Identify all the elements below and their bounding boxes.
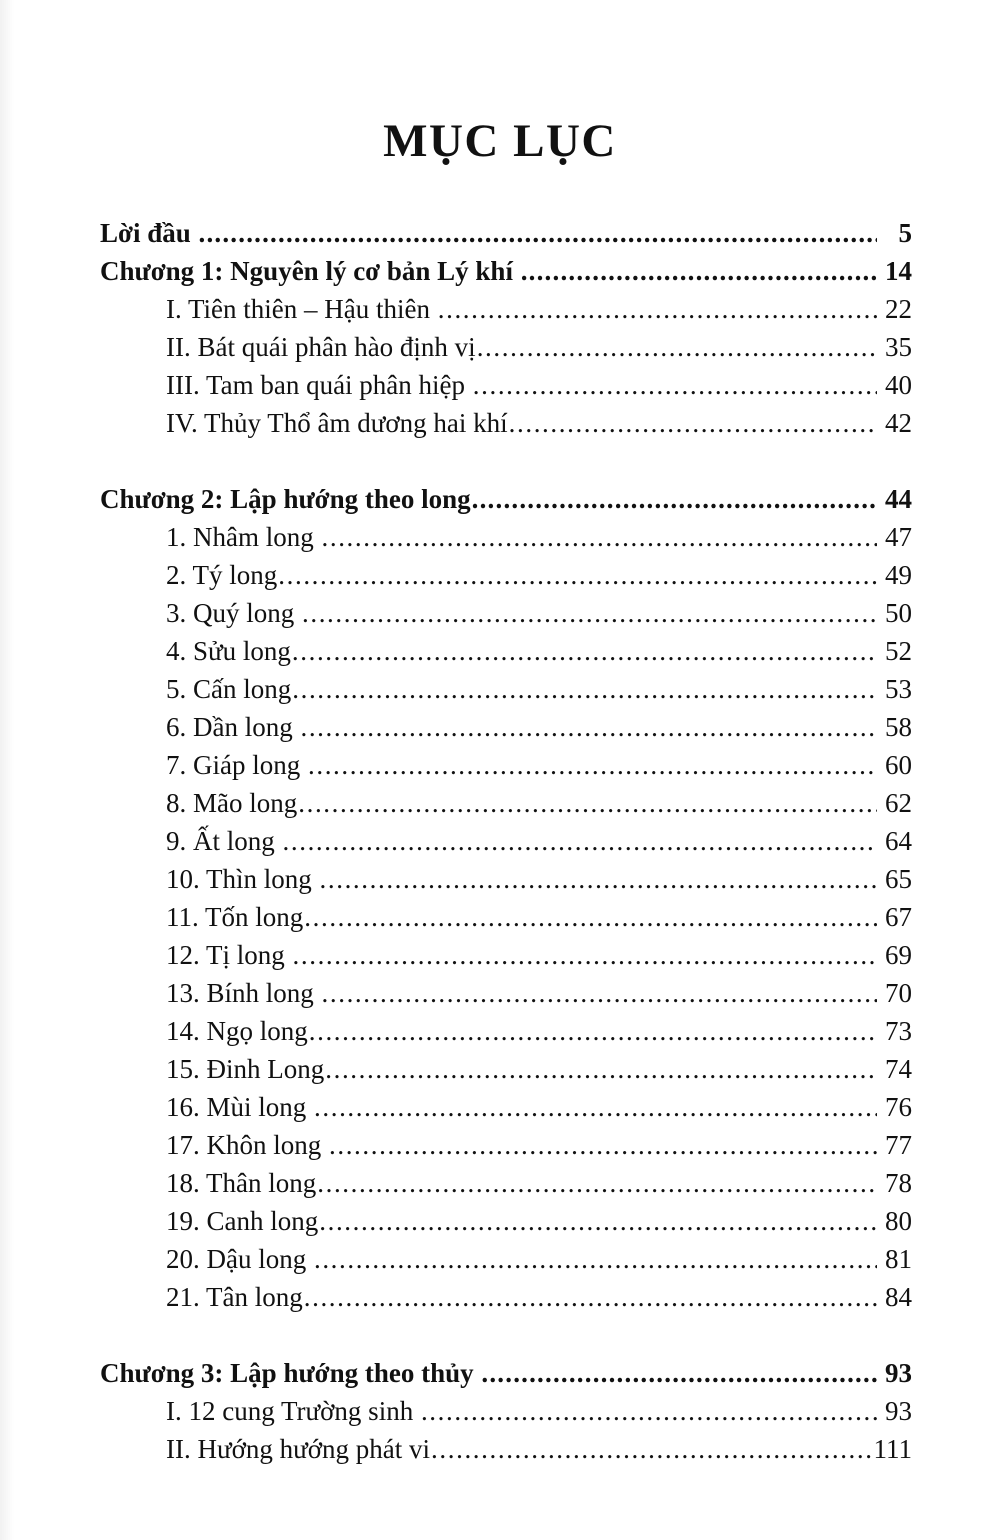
toc-entry[interactable] [0, 1354, 1000, 1392]
toc-entry[interactable] [0, 1202, 1000, 1240]
toc-entry-label: 6. Dần long [166, 712, 293, 742]
toc-entry[interactable] [0, 632, 1000, 670]
toc-entry-label: IV. Thủy Thổ âm dương hai khí [166, 408, 508, 438]
toc-entry-page-number: 58 [885, 712, 912, 742]
toc-entry[interactable] [0, 404, 1000, 442]
toc-entry-label: Lời đầu [100, 218, 191, 248]
toc-entry-label: 2. Tý long [166, 560, 278, 590]
toc-entry-page-number: 47 [885, 522, 912, 552]
toc-entry-label: 17. Khôn long [166, 1130, 322, 1160]
toc-entry[interactable] [0, 936, 1000, 974]
toc-entry[interactable] [0, 594, 1000, 632]
toc-entry-label: 10. Thìn long [166, 864, 312, 894]
dot-leader [322, 980, 877, 1007]
toc-entry-page-number: 77 [885, 1130, 912, 1160]
toc-entry-label: 21. Tân long [166, 1282, 303, 1312]
toc-entry-page-number: 52 [885, 636, 912, 666]
dot-leader [319, 1208, 877, 1235]
toc-entry-page-number: 5 [898, 218, 912, 248]
toc-entry[interactable] [0, 1278, 1000, 1316]
toc-entry[interactable] [0, 860, 1000, 898]
toc-entry-page-number: 40 [885, 370, 912, 400]
toc-entry-page-number: 65 [885, 864, 912, 894]
dot-leader [472, 486, 877, 513]
toc-entry[interactable] [0, 214, 1000, 252]
toc-entry-label: 3. Quý long [166, 598, 295, 628]
toc-entry-label: 7. Giáp long [166, 750, 301, 780]
toc-entry[interactable] [0, 1392, 1000, 1430]
toc-entry-page-number: 78 [885, 1168, 912, 1198]
toc-entry[interactable] [0, 556, 1000, 594]
dot-leader [304, 904, 877, 931]
toc-entry-label: 19. Canh long [166, 1206, 319, 1236]
toc-entry-page-number: 62 [885, 788, 912, 818]
toc-entry-label: 12. Tị long [166, 940, 285, 970]
toc-entry[interactable] [0, 670, 1000, 708]
toc-entry-page-number: 76 [885, 1092, 912, 1122]
toc-entry-page-number: 93 [885, 1358, 912, 1388]
toc-entry-page-number: 80 [885, 1206, 912, 1236]
toc-entry-label: Chương 3: Lập hướng theo thủy [100, 1358, 474, 1388]
toc-entry[interactable] [0, 366, 1000, 404]
dot-leader [314, 1246, 877, 1273]
toc-entry[interactable] [0, 898, 1000, 936]
dot-leader [521, 258, 877, 285]
toc-entry-page-number: 73 [885, 1016, 912, 1046]
toc-entry[interactable] [0, 480, 1000, 518]
toc-entry-label: III. Tam ban quái phân hiệp [166, 370, 466, 400]
toc-entry-page-number: 53 [885, 674, 912, 704]
toc-entry-label: I. Tiên thiên – Hậu thiên [166, 294, 430, 324]
dot-leader [300, 714, 877, 741]
toc-entry-label: 4. Sửu long [166, 636, 291, 666]
dot-leader [314, 1094, 877, 1121]
toc-entry-label: 20. Dậu long [166, 1244, 307, 1274]
dot-leader [473, 372, 877, 399]
dot-leader [292, 638, 877, 665]
dot-leader [431, 1436, 872, 1463]
dot-leader [329, 1132, 877, 1159]
toc-entry[interactable] [0, 974, 1000, 1012]
dot-leader [320, 866, 877, 893]
toc-entry[interactable] [0, 252, 1000, 290]
toc-entry[interactable] [0, 1430, 1000, 1468]
toc-list [0, 214, 1000, 1468]
toc-entry-page-number: 67 [885, 902, 912, 932]
toc-entry[interactable] [0, 708, 1000, 746]
dot-leader [283, 828, 877, 855]
toc-entry-label: I. 12 cung Trường sinh [166, 1396, 414, 1426]
toc-entry-label: Chương 1: Nguyên lý cơ bản Lý khí [100, 256, 513, 286]
toc-entry[interactable] [0, 518, 1000, 556]
toc-entry-page-number: 81 [885, 1244, 912, 1274]
dot-leader [278, 562, 877, 589]
toc-entry-label: II. Hướng hướng phát vi [166, 1434, 431, 1464]
dot-leader [509, 410, 877, 437]
toc-entry-page-number: 84 [885, 1282, 912, 1312]
page-title: MỤC LỤC [383, 115, 617, 167]
dot-leader [304, 1284, 877, 1311]
toc-entry[interactable] [0, 822, 1000, 860]
toc-entry-label: 5. Cấn long [166, 674, 292, 704]
dot-leader [292, 676, 877, 703]
toc-entry-label: 8. Mão long [166, 788, 298, 818]
dot-leader [477, 334, 877, 361]
toc-entry[interactable] [0, 1050, 1000, 1088]
toc-entry-page-number: 44 [885, 484, 912, 514]
toc-entry[interactable] [0, 1240, 1000, 1278]
toc-entry-page-number: 111 [873, 1434, 912, 1464]
toc-entry[interactable] [0, 1164, 1000, 1202]
toc-entry[interactable] [0, 290, 1000, 328]
toc-entry-page-number: 14 [885, 256, 912, 286]
toc-entry-label: Chương 2: Lập hướng theo long [100, 484, 471, 514]
toc-entry-page-number: 74 [885, 1054, 912, 1084]
toc-entry[interactable] [0, 746, 1000, 784]
toc-entry-label: 11. Tốn long [166, 902, 304, 932]
toc-entry-label: 13. Bính long [166, 978, 314, 1008]
dot-leader [298, 790, 877, 817]
toc-entry-label: 18. Thân long [166, 1168, 317, 1198]
toc-entry-page-number: 70 [885, 978, 912, 1008]
dot-leader [199, 220, 878, 247]
toc-entry-page-number: 35 [885, 332, 912, 362]
dot-leader [325, 1056, 877, 1083]
toc-entry-label: 16. Mùi long [166, 1092, 307, 1122]
toc-entry-label: II. Bát quái phân hào định vị [166, 332, 476, 362]
dot-leader [322, 524, 878, 551]
toc-entry-page-number: 42 [885, 408, 912, 438]
toc-entry-page-number: 69 [885, 940, 912, 970]
dot-leader [293, 942, 877, 969]
dot-leader [302, 600, 877, 627]
dot-leader [438, 296, 877, 323]
toc-entry[interactable] [0, 784, 1000, 822]
toc-entry-page-number: 93 [885, 1396, 912, 1426]
toc-entry[interactable] [0, 1088, 1000, 1126]
toc-entry-label: 15. Đinh Long [166, 1054, 325, 1084]
dot-leader [481, 1360, 877, 1387]
toc-entry[interactable] [0, 1012, 1000, 1050]
toc-entry-page-number: 64 [885, 826, 912, 856]
dot-leader [308, 752, 877, 779]
toc-entry-page-number: 22 [885, 294, 912, 324]
toc-entry-label: 1. Nhâm long [166, 522, 314, 552]
dot-leader [309, 1018, 877, 1045]
dot-leader [317, 1170, 877, 1197]
toc-entry-label: 14. Ngọ long [166, 1016, 308, 1046]
toc-entry-page-number: 49 [885, 560, 912, 590]
toc-entry-label: 9. Ất long [166, 826, 275, 856]
toc-entry[interactable] [0, 328, 1000, 366]
toc-entry-page-number: 50 [885, 598, 912, 628]
toc-entry[interactable] [0, 1126, 1000, 1164]
dot-leader [421, 1398, 877, 1425]
toc-entry-page-number: 60 [885, 750, 912, 780]
